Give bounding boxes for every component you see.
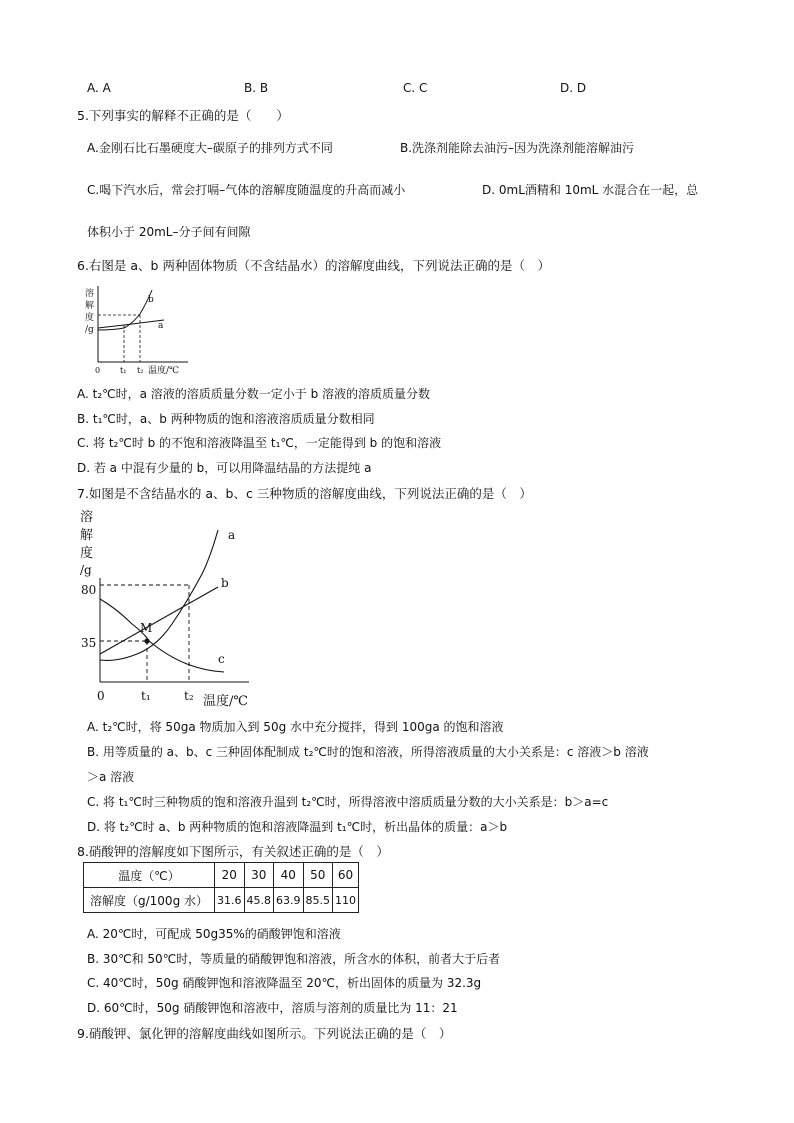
- table-row: [84, 888, 359, 913]
- q7-ylabel-3: 度: [80, 546, 94, 561]
- q5-option-b: B.洗涤剂能除去油污–因为洗涤剂能溶解油污: [400, 141, 635, 155]
- table-cell: 20: [215, 863, 245, 888]
- q7-option-c: C. 将 t₁℃时三种物质的饱和溶液升温到 t₂℃时，所得溶液中溶质质量分数的大小关系是：b＞a=c: [87, 795, 609, 809]
- q6-ylabel-3: 度: [85, 313, 95, 323]
- q7-option-a: A. t₂℃时，将 50ga 物质加入到 50g 水中充分搅拌，得到 100ga 的饱和溶液: [87, 720, 504, 734]
- table-header-solubility: 溶解度（g/100g 水）: [84, 888, 215, 913]
- q6-t1: t₁: [120, 366, 127, 375]
- q6-solubility-graph: [84, 284, 196, 376]
- q7-label-m: M: [140, 621, 153, 635]
- q7-origin: 0: [97, 689, 105, 703]
- q6-option-c: C. 将 t₂℃时 b 的不饱和溶液降温至 t₁℃，一定能得到 b 的饱和溶液: [77, 436, 442, 450]
- q6-curve-b: [98, 290, 152, 330]
- q7-solubility-graph: [77, 504, 257, 712]
- q5-stem: 5.下列事实的解释不正确的是（ ）: [77, 108, 289, 123]
- q5-option-a: A.金刚石比石墨硬度大–碳原子的排列方式不同: [87, 141, 333, 155]
- q7-curve-c: [100, 599, 224, 672]
- q8-option-b: B. 30℃和 50℃时，等质量的硝酸钾饱和溶液，所含水的体积，前者大于后者: [87, 952, 501, 966]
- q8-option-c: C. 40℃时，50g 硝酸钾饱和溶液降温至 20℃，析出固体的质量为 32.3g: [87, 976, 482, 990]
- q7-y80: 80: [81, 583, 97, 597]
- q7-ylabel-4: /g: [80, 563, 92, 577]
- q7-label-a: a: [228, 528, 236, 542]
- q4-option-a: A. A: [87, 81, 111, 95]
- q7-xlabel: 温度/℃: [203, 694, 248, 709]
- table-cell: 40: [274, 863, 304, 888]
- table-cell: 30: [244, 863, 274, 888]
- q6-stem: 6.右图是 a、b 两种固体物质（不含结晶水）的溶解度曲线，下列说法正确的是（ ）: [77, 258, 550, 273]
- q5-option-d-cont: 体积小于 20mL–分子间有间隙: [87, 225, 251, 239]
- q4-option-b: B. B: [244, 81, 269, 95]
- q6-ylabel-1: 溶: [85, 289, 95, 299]
- q6-curve-a: [98, 320, 164, 328]
- table-cell: 45.8: [244, 888, 274, 913]
- q7-option-b: B. 用等质量的 a、b、c 三种固体配制成 t₂℃时的饱和溶液，所得溶液质量的大小关系是：c 溶液＞b 溶液: [87, 745, 649, 759]
- q7-option-b-cont: ＞a 溶液: [87, 770, 135, 784]
- q8-solubility-table: [83, 862, 359, 913]
- q7-t1: t₁: [141, 689, 151, 703]
- q4-option-c: C. C: [403, 81, 428, 95]
- q6-xlabel: 温度/℃: [148, 366, 180, 376]
- table-cell: 60: [333, 863, 359, 888]
- table-cell: 50: [303, 863, 333, 888]
- q7-ylabel-1: 溶: [80, 510, 94, 525]
- q7-ylabel-2: 解: [80, 528, 94, 543]
- q7-label-b: b: [221, 576, 229, 590]
- q6-option-b: B. t₁℃时，a、b 两种物质的饱和溶液溶质质量分数相同: [77, 412, 375, 426]
- table-cell: 63.9: [274, 888, 304, 913]
- q8-option-d: D. 60℃时，50g 硝酸钾饱和溶液中，溶质与溶剂的质量比为 11：21: [87, 1001, 458, 1015]
- q7-y35: 35: [81, 636, 97, 650]
- q6-label-b: b: [148, 295, 154, 305]
- q5-option-c: C.喝下汽水后，常会打嗝–气体的溶解度随温度的升高而减小: [87, 183, 406, 197]
- q6-origin: 0: [95, 366, 101, 375]
- table-cell: 85.5: [303, 888, 333, 913]
- q7-t2: t₂: [184, 689, 194, 703]
- q7-option-d: D. 将 t₂℃时 a、b 两种物质的饱和溶液降温到 t₁℃时，析出晶体的质量：a＞b: [87, 820, 508, 834]
- q8-stem: 8.硝酸钾的溶解度如下图所示，有关叙述正确的是（ ）: [77, 844, 389, 859]
- table-row: [84, 863, 359, 888]
- q7-point-m: [144, 638, 149, 643]
- q6-t2: t₂: [137, 366, 144, 375]
- q7-curve-b: [100, 587, 218, 654]
- q6-label-a: a: [158, 321, 164, 331]
- q4-option-d: D. D: [560, 81, 587, 95]
- q7-label-c: c: [218, 652, 225, 666]
- q5-option-d: D. 0mL酒精和 10mL 水混合在一起，总: [482, 183, 699, 197]
- q8-option-a: A. 20℃时，可配成 50g35%的硝酸钾饱和溶液: [87, 927, 341, 941]
- q6-option-d: D. 若 a 中混有少量的 b，可以用降温结晶的方法提纯 a: [77, 461, 372, 475]
- q6-ylabel-4: /g: [85, 325, 94, 335]
- q6-ylabel-2: 解: [85, 301, 95, 311]
- table-header-temp: 温度（℃）: [84, 863, 215, 888]
- q9-stem: 9.硝酸钾、氯化钾的溶解度曲线如图所示。下列说法正确的是（ ）: [77, 1026, 452, 1041]
- table-cell: 31.6: [215, 888, 245, 913]
- q7-stem: 7.如图是不含结晶水的 a、b、c 三种物质的溶解度曲线，下列说法正确的是（ ）: [77, 486, 532, 501]
- q6-option-a: A. t₂℃时，a 溶液的溶质质量分数一定小于 b 溶液的溶质质量分数: [77, 387, 431, 401]
- table-cell: 110: [333, 888, 359, 913]
